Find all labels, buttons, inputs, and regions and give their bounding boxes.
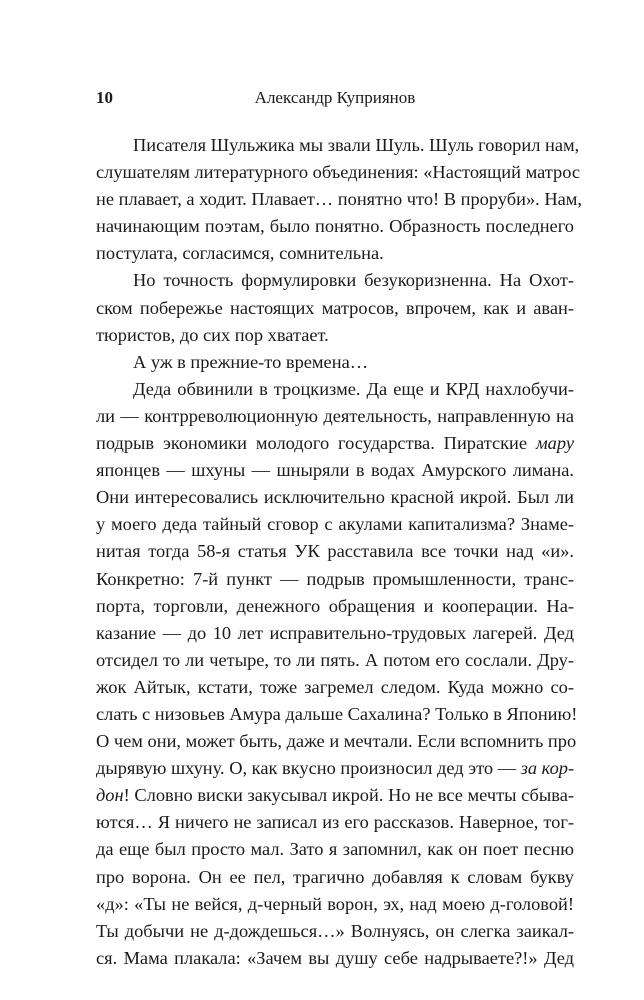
running-head: Александр Куприянов (254, 88, 416, 107)
line-text: ются… Я ничего не записал из его рассказов. Наверное, тог- (96, 812, 574, 833)
text-line (96, 132, 580, 159)
line-text: жок Айтык, кстати, тоже загремел следом. Куда можно со- (96, 676, 574, 697)
line-text: О чем они, может быть, даже и мечтали. Если вспомнить про (96, 731, 577, 752)
line-text: слать с низовьев Амура дальше Сахалина? Только в Японию! (96, 703, 578, 724)
text-line (96, 538, 574, 565)
text-line (96, 945, 574, 972)
text-line (96, 295, 574, 322)
text-line (96, 376, 574, 403)
line-text: начинающим поэтам, было понятно. Образность последнего (96, 216, 574, 237)
text-line (96, 701, 578, 728)
line-text: японцев — шхуны — шныряли в водах Амурского лимана. (96, 460, 574, 481)
line-text: Конкретно: 7-й пункт — подрыв промышленности, транс- (96, 568, 574, 589)
text-line (96, 891, 574, 918)
line-text: дырявую шхуну. О, как вкусно произносил дед это — (96, 758, 521, 779)
line-text: у моего деда тайный сговор с акулами капитализма? Знаме- (96, 514, 574, 535)
line-text: Ты добычи не д-дождешься…» Волнуясь, он слегка заикал- (96, 920, 574, 941)
italic-text: за кор- (520, 758, 575, 779)
line-text: Но точность формулировки безукоризненна. На Охот- (133, 270, 574, 291)
line-text: не плавает, а ходит. Плавает… понятно что! В проруби». Нам, (96, 189, 583, 210)
text-line (96, 674, 574, 701)
italic-text: дон (96, 785, 124, 806)
text-line (96, 836, 574, 863)
text-line (96, 782, 574, 809)
italic-text: мару (535, 433, 574, 454)
text-line (96, 322, 574, 349)
text-line (96, 349, 574, 376)
text-line (96, 159, 581, 186)
text-line (96, 620, 574, 647)
page-header (96, 88, 574, 112)
text-line (96, 647, 574, 674)
line-text: ли — контрреволюционную деятельность, направленную на (96, 405, 574, 426)
text-line (96, 484, 574, 511)
line-text: слушателям литературного объединения: «Настоящий матрос (96, 162, 581, 183)
text-line (96, 511, 574, 538)
line-text: подрыв экономики молодого государства. Пиратские (96, 433, 536, 454)
text-line (96, 566, 574, 593)
text-line (96, 403, 574, 430)
text-line (96, 213, 574, 240)
line-text: казание — до 10 лет исправительно-трудовых лагерей. Дед (96, 622, 574, 643)
line-text: тюристов, до сих пор хватает. (96, 324, 329, 345)
text-line (96, 267, 574, 294)
line-text: постулата, согласимся, сомнительна. (96, 243, 384, 264)
text-line (96, 240, 574, 267)
line-text: А уж в прежние-то времена… (133, 351, 369, 372)
line-text: про ворона. Он ее пел, трагично добавляя к словам букву (96, 866, 574, 887)
text-line (96, 430, 574, 457)
line-text: да еще был просто мал. Зато я запомнил, как он поет песню (96, 839, 574, 860)
text-line (96, 186, 583, 213)
text-line (96, 457, 574, 484)
text-line (96, 864, 574, 891)
text-line (96, 755, 574, 782)
text-line (96, 918, 574, 945)
line-text: Деда обвинили в троцкизме. Да еще и КРД нахлобучи- (133, 378, 574, 399)
text-line (96, 593, 574, 620)
line-text: Писателя Шульжика мы звали Шуль. Шуль говорил нам, (133, 135, 580, 155)
text-line (96, 809, 574, 836)
line-text: нитая тогда 58-я статья УК расставила все точки над «и». (96, 541, 574, 562)
page-number: 10 (96, 88, 113, 107)
line-text: отсидел то ли четыре, то ли пять. А потом его сослали. Дру- (96, 649, 574, 670)
line-text: «д»: «Ты не вейся, д-черный ворон, эх, над моею д-головой! (96, 893, 574, 914)
line-text: ! Словно виски закусывал икрой. Но не все мечты сбыва- (123, 785, 574, 806)
line-text: ском побережье настоящих матросов, впрочем, как и аван- (96, 297, 574, 318)
body-text (96, 132, 583, 972)
line-text: ся. Мама плакала: «Зачем вы душу себе надрываете?!» Дед (96, 947, 574, 968)
text-line (96, 728, 577, 755)
line-text: порта, торговли, денежного обращения и кооперации. На- (96, 595, 574, 616)
line-text: Они интересовались исключительно красной икрой. Был ли (96, 487, 574, 508)
